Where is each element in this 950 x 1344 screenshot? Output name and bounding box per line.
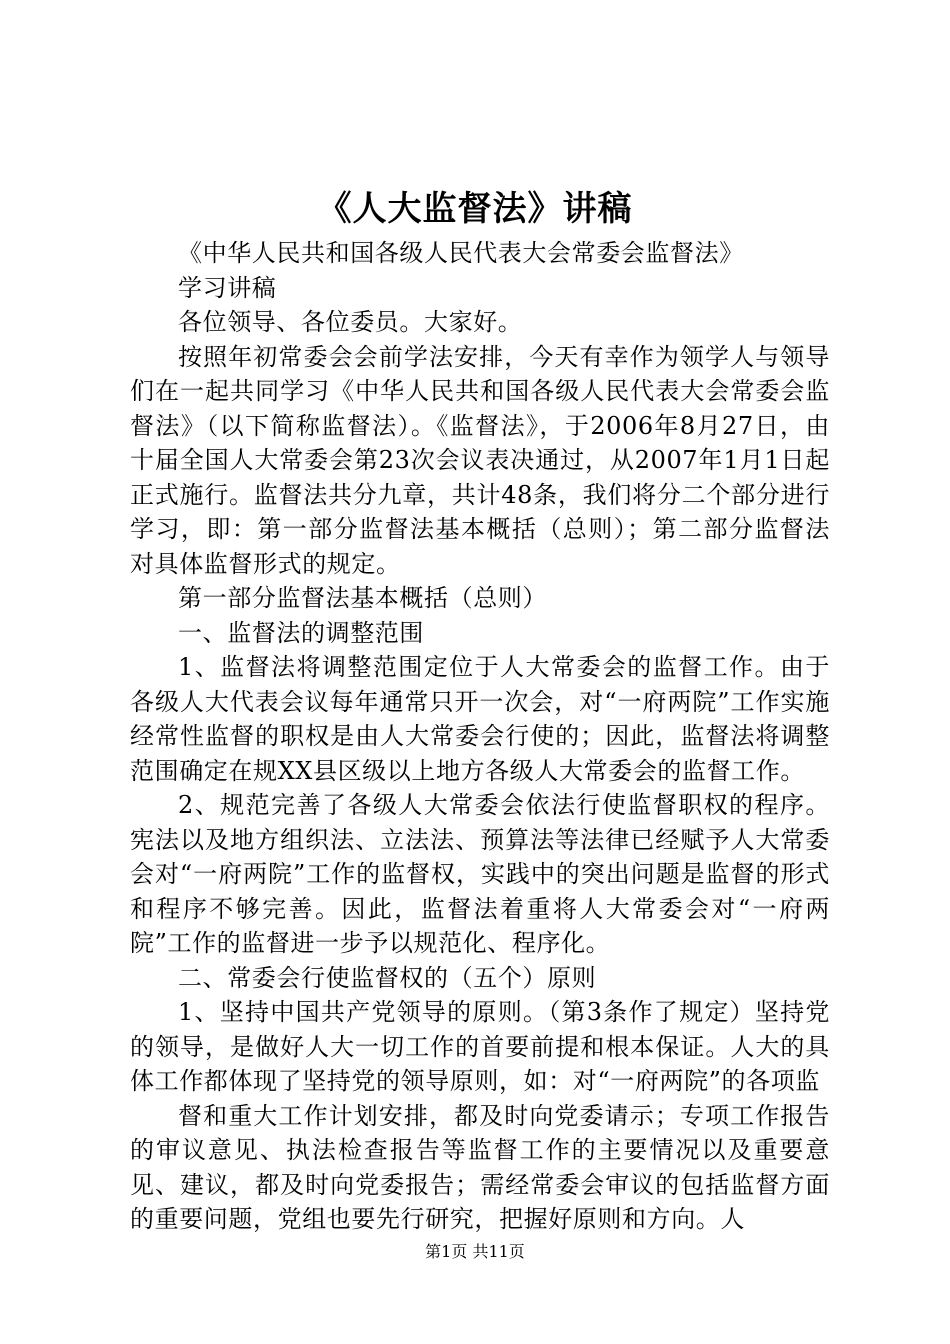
section-heading-part-one: 第一部分监督法基本概括（总则） (178, 584, 547, 612)
page-number-footer: 第1页 共11页 (425, 1242, 525, 1261)
section-heading-scope: 一、监督法的调整范围 (178, 618, 424, 647)
paragraph-principle-1-continued: 督和重大工作计划安排，都及时向党委请示；专项工作报告的审议意见、执法检查报告等监督工作的主要情况以及重要意见、建议，都及时向党委报告；需经常委会审议的包括监督方面的重要问题，党组也要先行研究，把握好原则和方向。人 (130, 1101, 830, 1233)
paragraph-principle-1: 1、坚持中国共产党领导的原则。（第3条作了规定）坚持党的领导，是做好人大一切工作的首要前提和根本保证。人大的具体工作都体现了坚持党的领导原则，如：对“一府两院”的各项监 (130, 998, 830, 1095)
document-title: 《人大监督法》讲稿 (317, 189, 633, 229)
paragraph-law-name: 《中华人民共和国各级人民代表大会常委会监督法》 (178, 239, 744, 267)
paragraph-subtitle: 学习讲稿 (178, 273, 277, 302)
paragraph-greeting: 各位领导、各位委员。大家好。 (178, 308, 523, 336)
paragraph-scope-2: 2、规范完善了各级人大常委会依法行使监督职权的程序。宪法以及地方组织法、立法法、预算法等法律已经赋予人大常委会对“一府两院”工作的监督权，实践中的突出问题是监督的形式和程序不够完善。因此，监督法着重将人大常委会对“一府两院”工作的监督进一步予以规范化、程序化。 (130, 791, 830, 957)
paragraph-scope-1: 1、监督法将调整范围定位于人大常委会的监督工作。由于各级人大代表会议每年通常只开一次会，对“一府两院”工作实施经常性监督的职权是由人大常委会行使的；因此，监督法将调整范围确定在规XX县区级以上地方各级人大常委会的监督工作。 (130, 653, 830, 785)
paragraph-introduction: 按照年初常委会会前学法安排，今天有幸作为领学人与领导们在一起共同学习《中华人民共和国各级人民代表大会常委会监督法》（以下简称监督法）。《监督法》，于2006年8月27日，由十届全国人大常委会第23次会议表决通过，从2007年1月1日起正式施行。监督法共分九章，共计48条，我们将分二个部分进行学习，即：第一部分监督法基本概括（总则）；第二部分监督法对具体监督形式的规定。 (130, 342, 830, 578)
section-heading-principles: 二、常委会行使监督权的（五个）原则 (178, 963, 597, 992)
document-body (130, 236, 830, 1237)
